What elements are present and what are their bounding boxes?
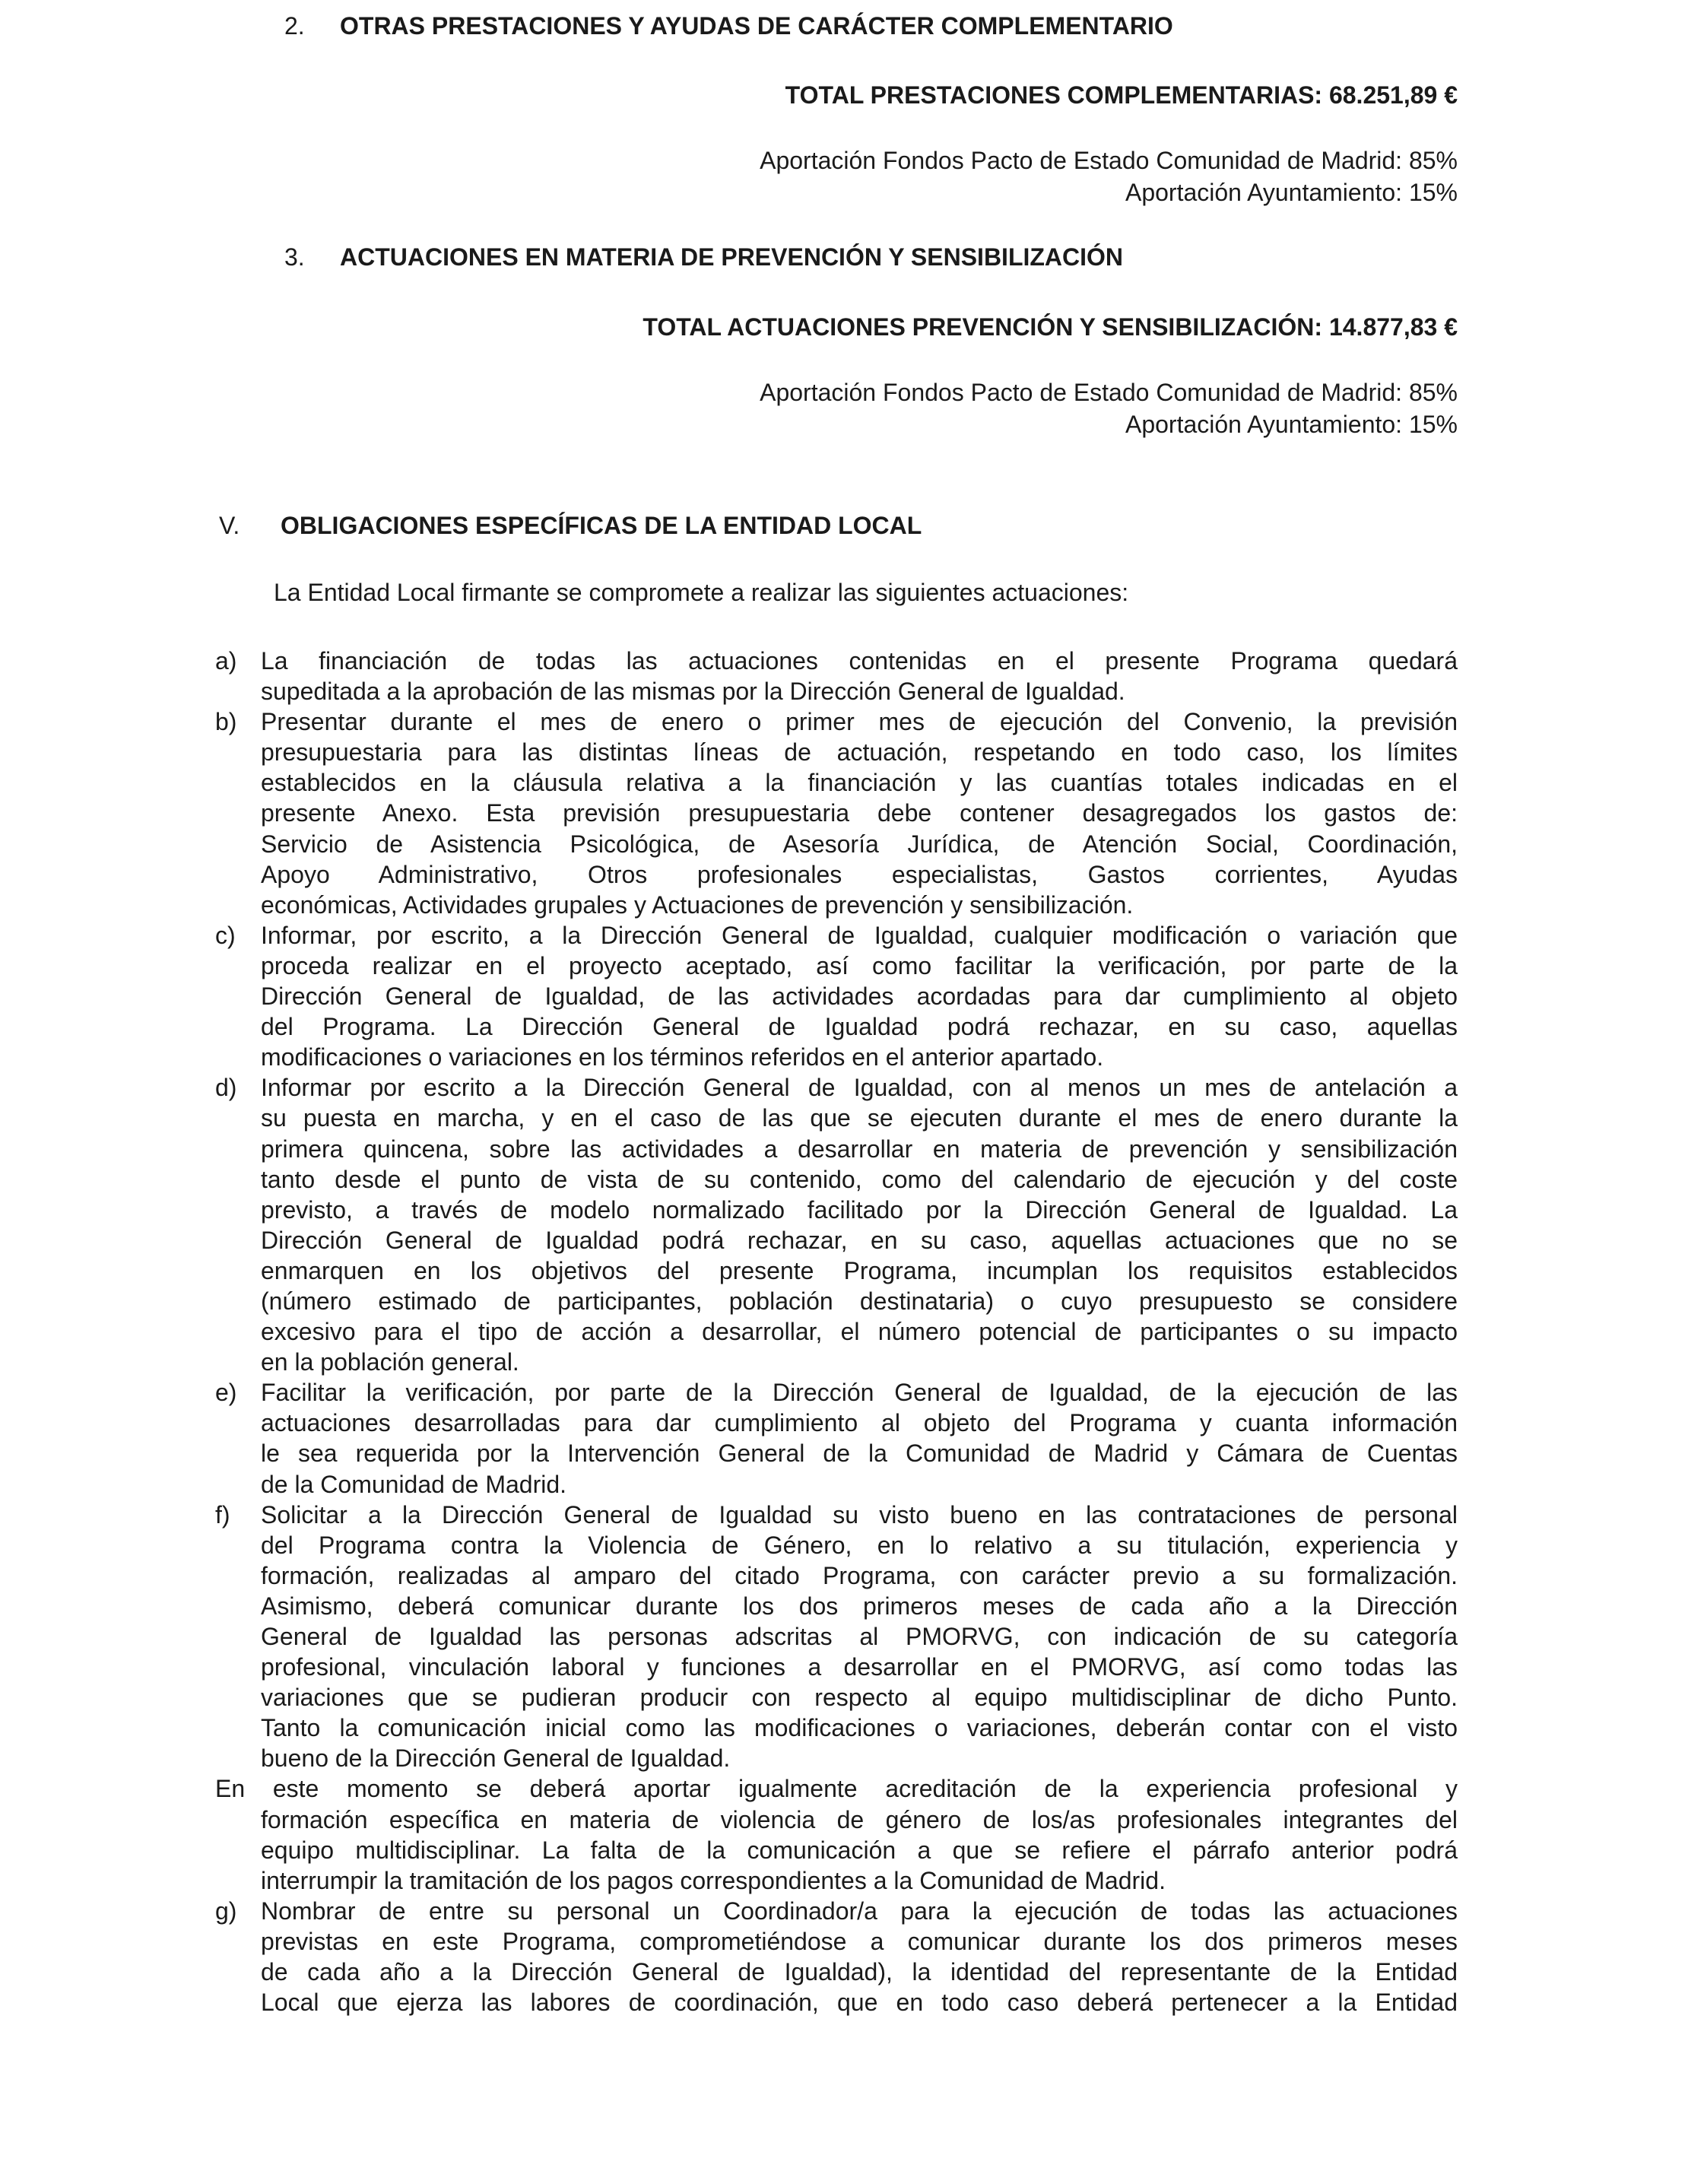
line-text: Facilitar la verificación, por parte de la Dirección General de Igualdad, de la ejecución de las bbox=[261, 1379, 1458, 1407]
text-line bbox=[215, 646, 1458, 676]
line-text: (número estimado de participantes, población destinataria) o cuyo presupuesto se considere bbox=[261, 1287, 1458, 1315]
list-marker: d) bbox=[215, 1074, 237, 1102]
line-text: formación específica en materia de violencia de género de los/as profesionales integrantes del bbox=[261, 1805, 1458, 1833]
line-text: presupuestaria para las distintas líneas de actuación, respetando en todo caso, los límites bbox=[261, 738, 1458, 767]
line-text: excesivo para el tipo de acción a desarrollar, el número potencial de participantes o su impacto bbox=[261, 1318, 1458, 1346]
line-text: La financiación de todas las actuaciones contenidas en el presente Programa quedará bbox=[261, 647, 1458, 675]
line-text: profesional, vinculación laboral y funciones a desarrollar en el PMORVG, así como todas las bbox=[261, 1653, 1458, 1681]
text-line bbox=[215, 1438, 1458, 1468]
total-amount: TOTAL ACTUACIONES PREVENCIÓN Y SENSIBILIZACIÓN: 14.877,83 € bbox=[643, 313, 1458, 341]
text-line bbox=[215, 1530, 1458, 1560]
text-line bbox=[215, 829, 1458, 859]
text-line bbox=[215, 1713, 1458, 1743]
text-line bbox=[215, 1987, 1458, 2017]
text-line bbox=[215, 737, 1458, 767]
section-heading: OBLIGACIONES ESPECÍFICAS DE LA ENTIDAD LOCAL bbox=[281, 512, 922, 539]
line-text: proceda realizar en el proyecto aceptado, así como facilitar la verificación, por parte de la bbox=[261, 951, 1458, 979]
line-text: supeditada a la aprobación de las mismas por la Dirección General de Igualdad. bbox=[261, 678, 1125, 706]
text-line bbox=[215, 1469, 1458, 1500]
line-text: Tanto la comunicación inicial como las modificaciones o variaciones, deberán contar con el visto bbox=[261, 1714, 1458, 1742]
text-line bbox=[215, 1195, 1458, 1225]
text-line bbox=[215, 1286, 1458, 1316]
list-item bbox=[215, 920, 1458, 1072]
intro-text: La Entidad Local firmante se compromete a realizar las siguientes actuaciones: bbox=[274, 579, 1129, 606]
text-line bbox=[215, 1164, 1458, 1195]
line-text: bueno de la Dirección General de Igualdad. bbox=[261, 1744, 731, 1773]
line-text: variaciones que se pudieran producir con respecto al equipo multidisciplinar de dicho Punto. bbox=[261, 1684, 1458, 1712]
funding-line: Aportación Ayuntamiento: 15% bbox=[1125, 179, 1458, 206]
line-text: equipo multidisciplinar. La falta de la comunicación a que se refiere el párrafo anterior podrá bbox=[261, 1836, 1458, 1864]
text-line bbox=[215, 1347, 1458, 1377]
funding-line: Aportación Fondos Pacto de Estado Comunidad de Madrid: 85% bbox=[760, 379, 1458, 406]
text-line bbox=[215, 1652, 1458, 1682]
section-number: 3. bbox=[284, 243, 305, 271]
text-line bbox=[215, 920, 1458, 951]
text-line bbox=[215, 676, 1458, 706]
funding-line: Aportación Ayuntamiento: 15% bbox=[1125, 411, 1458, 438]
text-line bbox=[215, 1926, 1458, 1957]
text-line bbox=[215, 1316, 1458, 1347]
line-text: Solicitar a la Dirección General de Igualdad su visto bueno en las contrataciones de personal bbox=[261, 1500, 1458, 1528]
line-text: establecidos en la cláusula relativa a la financiación y las cuantías totales indicadas en el bbox=[261, 769, 1458, 797]
section-number: 2. bbox=[284, 12, 305, 40]
text-line bbox=[215, 1560, 1458, 1591]
text-line bbox=[215, 890, 1458, 920]
line-text: Nombrar de entre su personal un Coordinador/a para la ejecución de todas las actuaciones bbox=[261, 1897, 1458, 1925]
line-text: tanto desde el punto de vista de su contenido, como del calendario de ejecución y del coste bbox=[261, 1165, 1458, 1193]
list-item bbox=[215, 706, 1458, 920]
paragraph bbox=[215, 1773, 1458, 1895]
line-text: Apoyo Administrativo, Otros profesionales especialistas, Gastos corrientes, Ayudas bbox=[261, 860, 1458, 888]
text-line bbox=[215, 706, 1458, 737]
line-text: Local que ejerza las labores de coordinación, que en todo caso deberá pertenecer a la Entidad bbox=[261, 1989, 1458, 2017]
text-line bbox=[215, 859, 1458, 890]
line-text: actuaciones desarrolladas para dar cumplimiento al objeto del Programa y cuanta información bbox=[261, 1409, 1458, 1437]
line-text: Servicio de Asistencia Psicológica, de Asesoría Jurídica, de Atención Social, Coordinación, bbox=[261, 830, 1458, 858]
text-line bbox=[215, 1072, 1458, 1103]
line-text: económicas, Actividades grupales y Actuaciones de prevención y sensibilización. bbox=[261, 890, 1134, 919]
list-marker: c) bbox=[215, 921, 236, 949]
list-marker: a) bbox=[215, 647, 237, 675]
line-text: previsto, a través de modelo normalizado facilitado por la Dirección General de Igualdad. La bbox=[261, 1195, 1458, 1224]
line-text: Dirección General de Igualdad, de las actividades acordadas para dar cumplimiento al objeto bbox=[261, 982, 1458, 1011]
text-line bbox=[215, 1377, 1458, 1408]
text-line bbox=[215, 1743, 1458, 1773]
text-line bbox=[215, 1500, 1458, 1530]
list-item bbox=[215, 1377, 1458, 1499]
list-item bbox=[215, 646, 1458, 706]
line-text: Informar por escrito a la Dirección General de Igualdad, con al menos un mes de antelación a bbox=[261, 1074, 1458, 1102]
text-line bbox=[215, 1896, 1458, 1926]
line-text: Asimismo, deberá comunicar durante los dos primeros meses de cada año a la Dirección bbox=[261, 1592, 1458, 1620]
line-text: enmarquen en los objetivos del presente Programa, incumplan los requisitos establecidos bbox=[261, 1256, 1458, 1284]
text-line bbox=[215, 1255, 1458, 1286]
text-line bbox=[215, 1103, 1458, 1133]
section-number: V. bbox=[219, 512, 240, 539]
text-line bbox=[215, 1682, 1458, 1713]
total-amount: TOTAL PRESTACIONES COMPLEMENTARIAS: 68.251,89 € bbox=[785, 81, 1458, 109]
line-text: formación, realizadas al amparo del citado Programa, con carácter previo a su formalización. bbox=[261, 1561, 1458, 1589]
text-line bbox=[215, 1865, 1458, 1896]
list-marker: b) bbox=[215, 708, 237, 736]
line-text: modificaciones o variaciones en los términos referidos en el anterior apartado. bbox=[261, 1043, 1104, 1071]
text-line bbox=[215, 1225, 1458, 1255]
line-text: interrumpir la tramitación de los pagos correspondientes a la Comunidad de Madrid. bbox=[261, 1866, 1166, 1894]
text-line bbox=[215, 1773, 1458, 1804]
line-text: previstas en este Programa, comprometiéndose a comunicar durante los dos primeros meses bbox=[261, 1927, 1458, 1955]
text-line bbox=[215, 1134, 1458, 1164]
line-text: En este momento se deberá aportar igualmente acreditación de la experiencia profesional y bbox=[215, 1775, 1458, 1803]
line-text: Informar, por escrito, a la Dirección General de Igualdad, cualquier modificación o variación que bbox=[261, 921, 1458, 949]
line-text: Presentar durante el mes de enero o primer mes de ejecución del Convenio, la previsión bbox=[261, 708, 1458, 736]
section-heading: OTRAS PRESTACIONES Y AYUDAS DE CARÁCTER COMPLEMENTARIO bbox=[340, 12, 1173, 40]
text-line bbox=[215, 1957, 1458, 1987]
line-text: le sea requerida por la Intervención General de la Comunidad de Madrid y Cámara de Cuentas bbox=[261, 1440, 1458, 1468]
line-text: del Programa contra la Violencia de Género, en lo relativo a su titulación, experiencia y bbox=[261, 1531, 1458, 1559]
line-text: en la población general. bbox=[261, 1348, 519, 1376]
text-line bbox=[215, 1805, 1458, 1835]
list-item bbox=[215, 1500, 1458, 1774]
line-text: del Programa. La Dirección General de Igualdad podrá rechazar, en su caso, aquellas bbox=[261, 1013, 1458, 1041]
line-text: presente Anexo. Esta previsión presupuestaria debe contener desagregados los gastos de: bbox=[261, 799, 1458, 827]
line-text: Dirección General de Igualdad podrá rechazar, en su caso, aquellas actuaciones que no se bbox=[261, 1226, 1458, 1254]
funding-line: Aportación Fondos Pacto de Estado Comunidad de Madrid: 85% bbox=[760, 147, 1458, 174]
line-text: de cada año a la Dirección General de Igualdad), la identidad del representante de la Entidad bbox=[261, 1958, 1458, 1986]
text-line bbox=[215, 767, 1458, 798]
text-line bbox=[215, 1408, 1458, 1438]
text-line bbox=[215, 1621, 1458, 1652]
list-item bbox=[215, 1072, 1458, 1377]
list-marker: g) bbox=[215, 1897, 237, 1925]
text-line bbox=[215, 1042, 1458, 1072]
text-line bbox=[215, 1591, 1458, 1621]
text-line bbox=[215, 1011, 1458, 1042]
list-marker: e) bbox=[215, 1379, 237, 1407]
text-line bbox=[215, 981, 1458, 1011]
section-heading: ACTUACIONES EN MATERIA DE PREVENCIÓN Y SENSIBILIZACIÓN bbox=[340, 243, 1124, 271]
line-text: primera quincena, sobre las actividades a desarrollar en materia de prevención y sensibilización bbox=[261, 1135, 1458, 1163]
line-text: de la Comunidad de Madrid. bbox=[261, 1470, 567, 1498]
obligations-list bbox=[215, 646, 1458, 2017]
text-line bbox=[215, 798, 1458, 828]
list-marker: f) bbox=[215, 1500, 230, 1528]
text-line bbox=[215, 1835, 1458, 1865]
text-line bbox=[215, 951, 1458, 981]
line-text: su puesta en marcha, y en el caso de las que se ejecuten durante el mes de enero durante la bbox=[261, 1104, 1458, 1132]
list-item bbox=[215, 1896, 1458, 2017]
line-text: General de Igualdad las personas adscritas al PMORVG, con indicación de su categoría bbox=[261, 1623, 1458, 1650]
